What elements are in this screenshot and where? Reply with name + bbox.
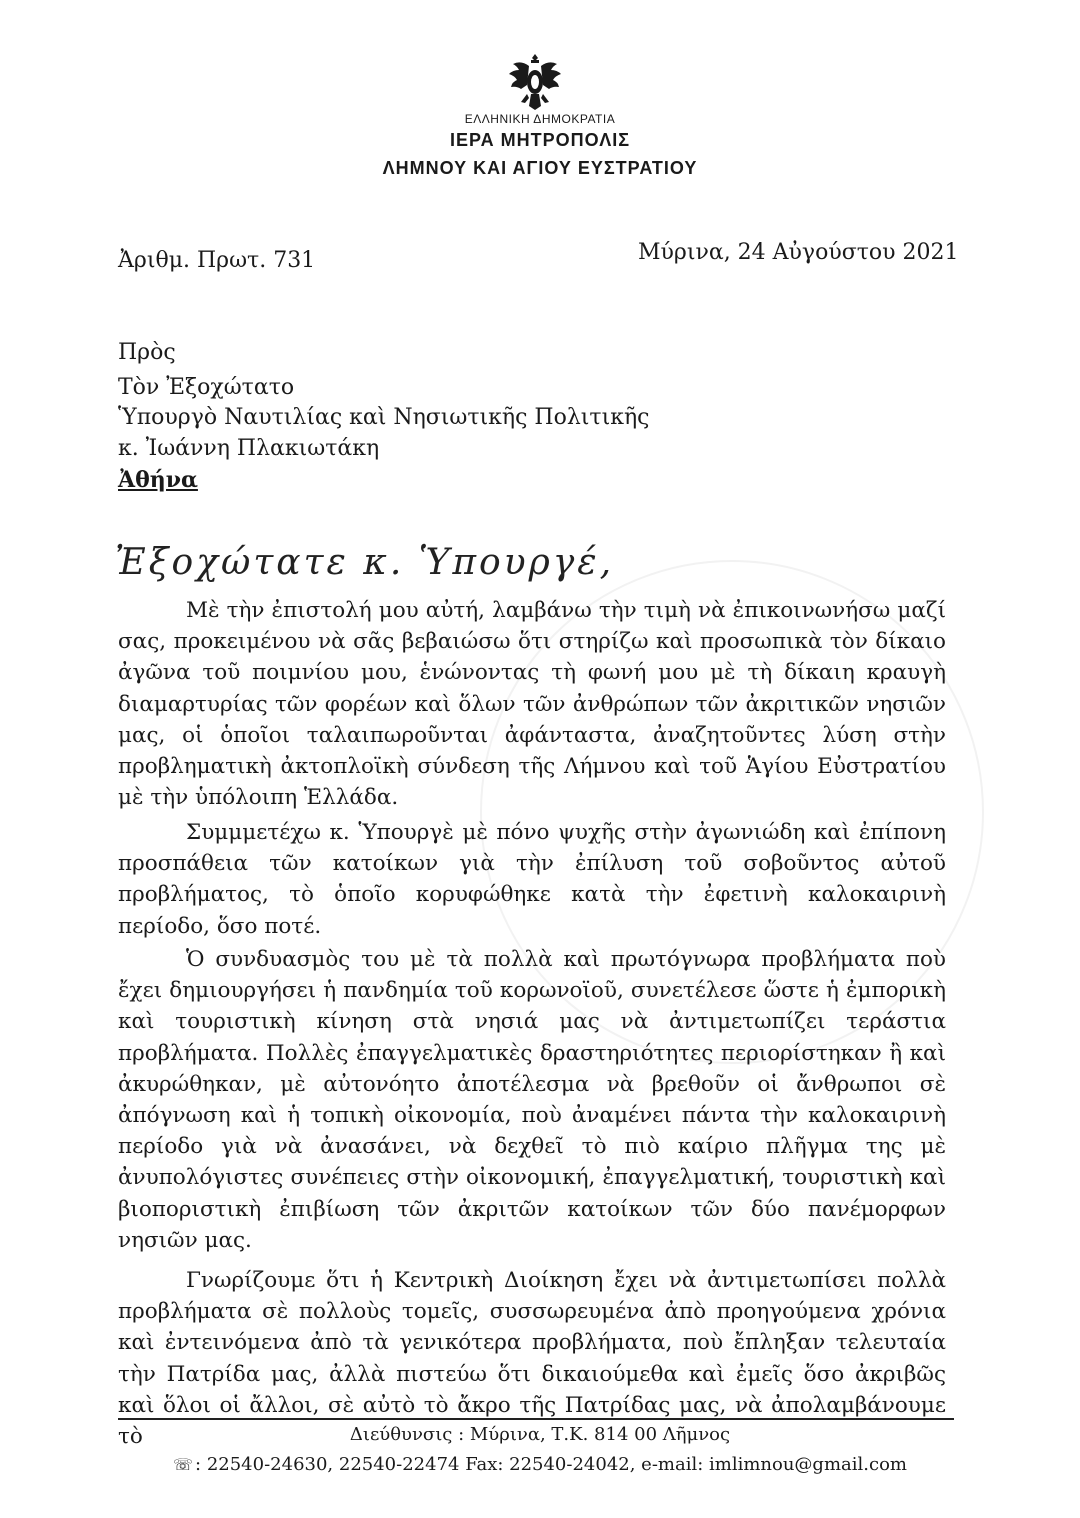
letter-paragraph	[118, 817, 946, 942]
double-headed-eagle-emblem	[505, 52, 565, 114]
footer-contact-text: : 22540-24630, 22540-22474 Fax: 22540-24042, e-mail: imlimnou@gmail.com	[195, 1454, 907, 1475]
paragraph-text: Μὲ τὴν ἐπιστολή μου αὐτή, λαμβάνω τὴν τιμὴ νὰ ἐπικοινωνήσω μαζί σας, προκειμένου νὰ σᾶς βεβαιώσω ὅτι στηρίζω καὶ προσωπικὰ τὸν δίκαιο ἀγῶνα τοῦ ποιμνίου μου, ἑνώνοντας τὴ φωνή μου μὲ τὴ δίκαιη κραυγὴ διαμαρτυρίας τῶν φορέων καὶ ὅλων τῶν ἀνθρώπων τῶν ἀκριτικῶν νησιῶν μας, οἱ ὁποῖοι ταλαιπωροῦνται ἀφάνταστα, ἀναζητοῦντες λύση στὴν προβληματικὴ ἀκτοπλοϊκὴ σύνδεση τῆς Λήμνου καὶ τοῦ Ἁγίου Εὐστρατίου μὲ τὴν ὑπόλοιπη Ἑλλάδα.	[118, 598, 946, 811]
footer-divider	[118, 1418, 954, 1420]
protocol-number: Ἀριθμ. Πρωτ. 731	[118, 248, 316, 273]
letter-paragraph	[118, 595, 946, 813]
handwritten-salutation: Ἐξοχώτατε κ. Ὑπουργέ,	[115, 542, 615, 583]
recipient-office: Ὑπουργὸ Ναυτιλίας καὶ Νησιωτικῆς Πολιτικῆς	[118, 405, 650, 430]
footer-contacts	[0, 1454, 1080, 1475]
recipient-city: Ἀθήνα	[118, 467, 198, 493]
letter-paragraph	[118, 944, 946, 1256]
paragraph-text: Γνωρίζουμε ὅτι ἡ Κεντρικὴ Διοίκηση ἔχει νὰ ἀντιμετωπίσει πολλὰ προβλήματα σὲ πολλοὺς τομεῖς, συσσωρευμένα ἀπὸ προηγούμενα χρόνια καὶ ἐντεινόμενα ἀπὸ τὰ γενικότερα προβλήματα, ποὺ ἔπληξαν τελευταία τὴν Πατρίδα μας, ἀλλὰ πιστεύω ὅτι δικαιούμεθα καὶ ἐμεῖς ὅσο ἀκριβῶς καὶ ὅλοι οἱ ἄλλοι, σὲ αὐτὸ τὸ ἄκρο τῆς Πατρίδας μας, νὰ ἀπολαμβάνουμε τὸ	[118, 1268, 946, 1450]
phone-icon: ☏	[173, 1455, 194, 1474]
paragraph-text: Συμμμετέχω κ. Ὑπουργὲ μὲ πόνο ψυχῆς στὴν ἀγωνιώδη καὶ ἐπίπονη προσπάθεια τῶν κατοίκων γιὰ τὴν ἐπίλυση τοῦ σοβοῦντος αὐτοῦ προβλήματος, τὸ ὁποῖο κορυφώθηκε κατὰ τὴν ἐφετινὴ καλοκαιρινὴ περίοδο, ὅσο ποτέ.	[118, 820, 946, 939]
letterhead-diocese: ΛΗΜΝΟΥ ΚΑΙ ΑΓΙΟΥ ΕΥΣΤΡΑΤΙΟΥ	[382, 158, 698, 178]
footer-address: Διεύθυνσις : Μύρινα, Τ.Κ. 814 00 Λῆμνος	[349, 1424, 731, 1445]
recipient-to: Πρὸς	[118, 340, 176, 365]
letterhead-republic: ΕΛΛΗΝΙΚΗ ΔΗΜΟΚΡΑΤΙΑ	[464, 112, 616, 126]
recipient-name: κ. Ἰωάννη Πλακιωτάκη	[118, 436, 380, 461]
recipient-title: Τὸν Ἐξοχώτατο	[118, 375, 295, 400]
letter-date: Μύρινα, 24 Αὐγούστου 2021	[638, 240, 959, 265]
paragraph-text: Ὁ συνδυασμὸς του μὲ τὰ πολλὰ καὶ πρωτόγνωρα προβλήματα ποὺ ἔχει δημιουργήσει ἡ πανδημία τοῦ κορωνοϊοῦ, συνετέλεσε ὥστε ἡ ἐμπορικὴ καὶ τουριστικὴ κίνηση στὰ νησιά μας νὰ ἀντιμετωπίζει τεράστια προβλήματα. Πολλὲς ἐπαγγελματικὲς δραστηριότητες περιορίστηκαν ἢ καὶ ἀκυρώθηκαν, μὲ αὐτονόητο ἀποτέλεσμα νὰ βρεθοῦν οἱ ἄνθρωποι σὲ ἀπόγνωση καὶ ἡ τοπικὴ οἰκονομία, ποὺ ἀναμένει πάντα τὴν καλοκαιρινὴ περίοδο γιὰ νὰ ἀνασάνει, νὰ δεχθεῖ τὸ πιὸ καίριο πλῆγμα της μὲ ἀνυπολόγιστες συνέπειες στὴν οἰκονομική, ἐπαγγελματική, τουριστικὴ καὶ βιοποριστικὴ ἐπιβίωση τῶν ἀκριτῶν κατοίκων τῶν δύο πανέμορφων νησιῶν μας.	[118, 947, 946, 1253]
letterhead-metropolis: ΙΕΡΑ ΜΗΤΡΟΠΟΛΙΣ	[450, 130, 630, 150]
